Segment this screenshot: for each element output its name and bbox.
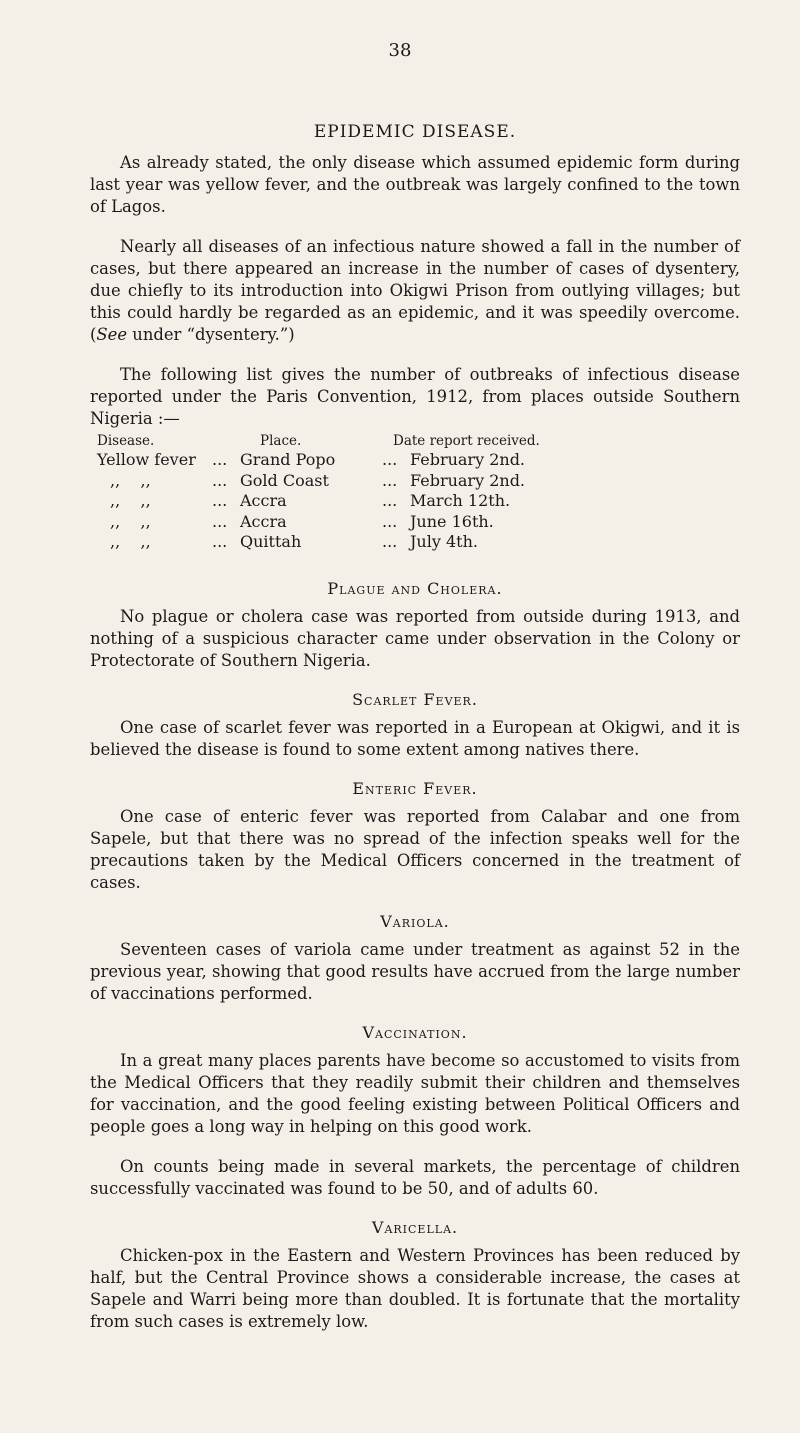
- paragraph: One case of scarlet fever was reported in a European at Okigwi, and it is believed the disease is found to some extent among natives there.: [90, 717, 740, 759]
- outbreak-list: [90, 432, 740, 553]
- outbreak-place: ... Grand Popo: [212, 450, 336, 469]
- outbreak-disease: Yellow fever: [97, 450, 196, 469]
- header-date: Date report received.: [393, 433, 540, 449]
- outbreak-row: [90, 450, 740, 471]
- section-title: Enteric Fever.: [352, 778, 478, 798]
- paragraph: Chicken-pox in the Eastern and Western Provinces has been reduced by half, but the Central Province shows a considerable increase, the cases at Sapele and Warri being more than doubled. It is fortunate that the mortality from such cases is extremely low.: [90, 1245, 740, 1331]
- outbreak-place: ... Gold Coast: [212, 470, 329, 490]
- page-title: EPIDEMIC DISEASE.: [313, 122, 517, 142]
- outbreak-row: [90, 471, 740, 492]
- outbreak-date: ... March 12th.: [382, 491, 511, 510]
- header-place: Place.: [260, 433, 302, 449]
- outbreak-date: ... February 2nd.: [382, 470, 526, 490]
- outbreak-place: ... Accra: [212, 511, 287, 531]
- header-disease: Disease.: [97, 433, 155, 449]
- paragraph: No plague or cholera case was reported from outside during 1913, and nothing of a suspicious character came under observation in the Colony or Protectorate of Southern Nigeria.: [90, 606, 740, 670]
- paragraph: [90, 236, 740, 346]
- list-intro: The following list gives the number of outbreaks of infectious disease reported under the Paris Convention, 1912, from places outside Southern Nigeria :—: [90, 365, 740, 428]
- outbreak-date: ... February 2nd.: [382, 450, 526, 469]
- see-note: (See under “dysentery.”): [90, 325, 295, 344]
- paragraph: One case of enteric fever was reported from Calabar and one from Sapele, but that there was no spread of the infection speaks well for the precautions taken by the Medical Officers concerned in the treatment of cases.: [90, 806, 740, 892]
- section-title: Varicella.: [371, 1217, 459, 1237]
- outbreak-date: ... June 16th.: [382, 511, 494, 531]
- outbreak-list-header: [90, 432, 740, 450]
- outbreak-place: ... Accra: [212, 491, 287, 510]
- paragraph-text: Nearly all diseases of an infectious nature showed a fall in the number of cases, but there appeared an increase in the number of cases of dysentery, due chiefly to its introduction into Okigwi Prison from outlying villages; but this could hardly be regarded as an epidemic, and it was speedily overcome.: [90, 237, 740, 322]
- paragraph: In a great many places parents have become so accustomed to visits from the Medical Officers that they readily submit their children and themselves for vaccination, and the good feeling existing between Political Officers and people goes a long way in helping on this good work.: [90, 1050, 740, 1136]
- paragraph: On counts being made in several markets, the percentage of children successfully vaccinated was found to be 50, and of adults 60.: [90, 1156, 740, 1198]
- outbreak-disease: ,, ,,: [110, 491, 151, 510]
- paragraph: As already stated, the only disease which assumed epidemic form during last year was yellow fever, and the outbreak was largely confined to the town of Lagos.: [90, 153, 740, 216]
- outbreak-row: [90, 532, 740, 553]
- outbreak-date: ... July 4th.: [382, 532, 478, 551]
- page-number: 38: [388, 40, 412, 61]
- outbreak-disease: ,, ,,: [110, 511, 151, 531]
- section-title: Plague and Cholera.: [327, 578, 503, 598]
- section-title: Scarlet Fever.: [352, 689, 478, 709]
- page-content: [90, 122, 740, 1351]
- outbreak-place: ... Quittah: [212, 532, 302, 551]
- outbreak-row: [90, 512, 740, 533]
- outbreak-row: [90, 491, 740, 512]
- outbreak-disease: ,, ,,: [110, 532, 151, 551]
- paragraph: Seventeen cases of variola came under treatment as against 52 in the previous year, showing that good results have accrued from the large number of vaccinations performed.: [90, 939, 740, 1003]
- section-title: Vaccination.: [362, 1022, 468, 1042]
- outbreak-disease: ,, ,,: [110, 470, 151, 490]
- section-title: Variola.: [380, 911, 450, 931]
